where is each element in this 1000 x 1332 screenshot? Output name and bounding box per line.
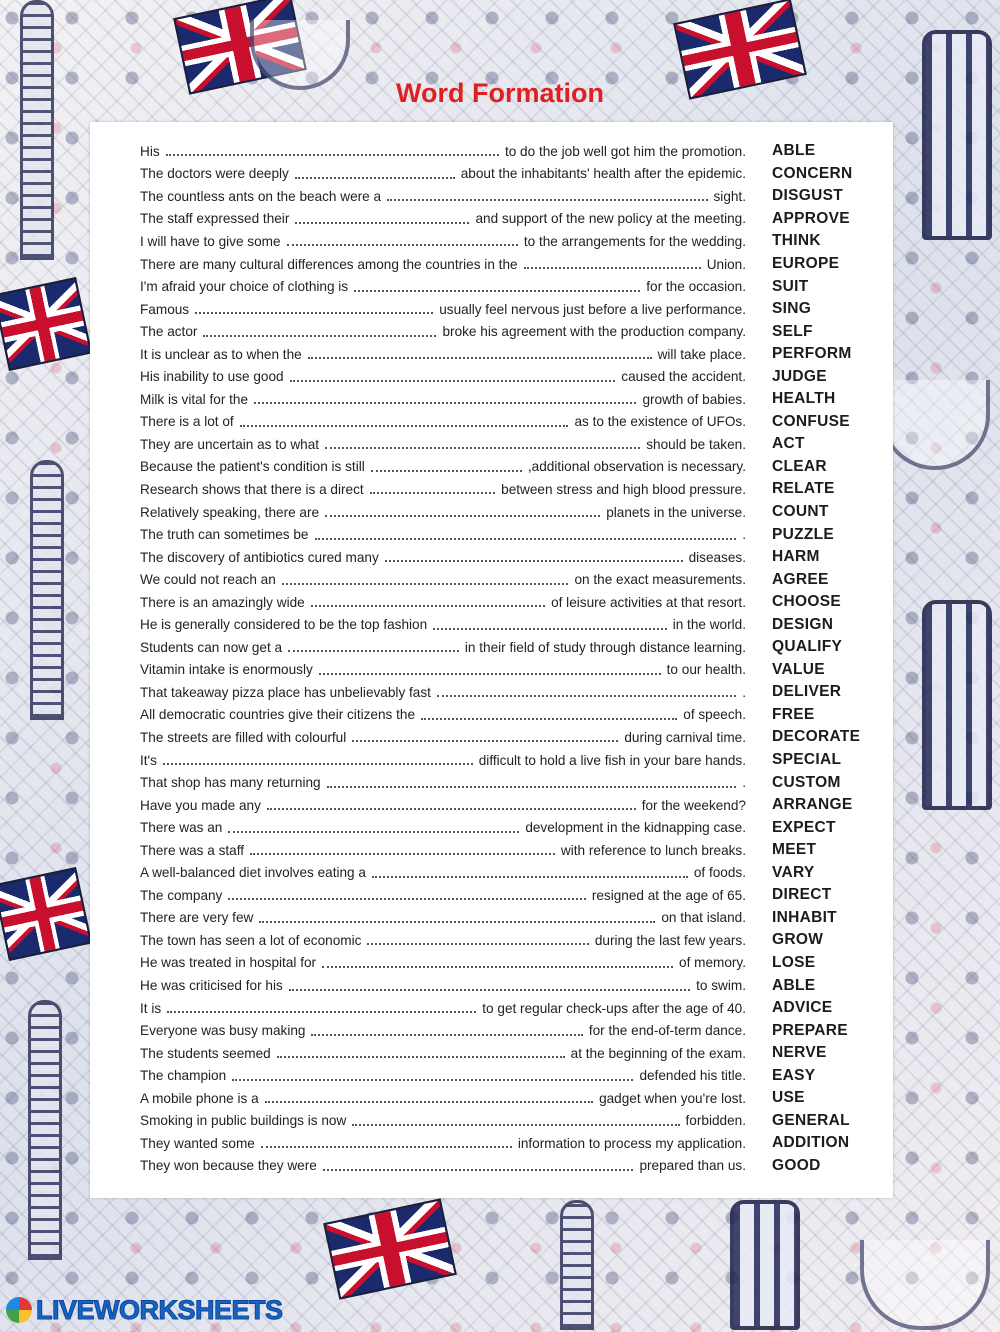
exercise-row bbox=[90, 320, 893, 343]
base-word: PUZZLE bbox=[772, 525, 835, 543]
sentence-end: to the arrangements for the wedding. bbox=[523, 233, 746, 249]
sentence-end: will take place. bbox=[657, 346, 746, 362]
exercise-sentence bbox=[140, 798, 746, 813]
sentence-end: of memory. bbox=[679, 955, 746, 971]
sentence-start: He was treated in hospital for bbox=[140, 955, 317, 971]
sentence-start: There was a staff bbox=[140, 842, 245, 858]
exercise-sentence bbox=[140, 302, 746, 317]
sentence-end: Union. bbox=[706, 256, 746, 272]
base-word: COUNT bbox=[772, 503, 829, 521]
answer-blank[interactable] bbox=[228, 831, 519, 833]
exercise-sentence bbox=[140, 505, 746, 520]
answer-blank[interactable] bbox=[166, 154, 499, 156]
exercise-row bbox=[90, 613, 893, 636]
base-word: AGREE bbox=[772, 570, 829, 588]
base-word: JUDGE bbox=[772, 367, 827, 385]
base-word: RELATE bbox=[772, 480, 835, 498]
sentence-end: growth of babies. bbox=[642, 391, 746, 407]
sentence-start: The truth can sometimes be bbox=[140, 527, 309, 543]
answer-blank[interactable] bbox=[354, 290, 640, 292]
exercise-row bbox=[90, 726, 893, 749]
answer-blank[interactable] bbox=[323, 1169, 634, 1171]
exercise-sentence bbox=[140, 1136, 746, 1151]
sentence-end: in their field of study through distance learning. bbox=[464, 639, 746, 655]
sentence-start: We could not reach an bbox=[140, 572, 276, 588]
answer-blank[interactable] bbox=[289, 989, 690, 991]
sentence-start: There are many cultural differences among the countries in the bbox=[140, 256, 518, 272]
exercise-row bbox=[90, 884, 893, 907]
answer-blank[interactable] bbox=[421, 718, 677, 720]
answer-blank[interactable] bbox=[287, 244, 518, 246]
sentence-start: The countless ants on the beach were a bbox=[140, 188, 382, 204]
exercise-sentence bbox=[140, 1068, 746, 1083]
exercise-sentence bbox=[140, 527, 746, 542]
exercise-sentence bbox=[140, 257, 746, 272]
exercise-row bbox=[90, 636, 893, 659]
answer-blank[interactable] bbox=[327, 786, 737, 788]
sentence-start: They won because they were bbox=[140, 1158, 317, 1174]
sentence-end: for the weekend? bbox=[641, 797, 746, 813]
sentence-end: gadget when you're lost. bbox=[599, 1090, 746, 1106]
exercise-sentence bbox=[140, 550, 746, 565]
answer-blank[interactable] bbox=[195, 312, 433, 314]
base-word: LOSE bbox=[772, 953, 816, 971]
answer-blank[interactable] bbox=[295, 177, 455, 179]
sentence-start: The doctors were deeply bbox=[140, 166, 289, 182]
answer-blank[interactable] bbox=[250, 853, 555, 855]
exercise-sentence bbox=[140, 1001, 746, 1016]
exercise-row bbox=[90, 298, 893, 321]
phone-booth-decoration bbox=[730, 1200, 800, 1330]
sentence-end: of foods. bbox=[693, 865, 746, 881]
exercise-sentence bbox=[140, 234, 746, 249]
base-word: HARM bbox=[772, 548, 820, 566]
exercise-list bbox=[90, 140, 893, 1177]
exercise-row bbox=[90, 952, 893, 975]
sentence-end: defended his title. bbox=[639, 1068, 746, 1084]
logo-text: LIVEWORKSHEETS bbox=[36, 1294, 283, 1325]
exercise-sentence bbox=[140, 865, 746, 880]
sentence-end: about the inhabitants' health after the epidemic. bbox=[460, 166, 746, 182]
answer-blank[interactable] bbox=[352, 1124, 679, 1126]
sentence-start: Have you made any bbox=[140, 797, 261, 813]
answer-blank[interactable] bbox=[311, 1034, 582, 1036]
exercise-sentence bbox=[140, 1158, 746, 1173]
sentence-end: sight. bbox=[713, 188, 746, 204]
exercise-row bbox=[90, 794, 893, 817]
base-word: VARY bbox=[772, 863, 815, 881]
answer-blank[interactable] bbox=[385, 560, 683, 562]
answer-blank[interactable] bbox=[524, 267, 701, 269]
exercise-sentence bbox=[140, 324, 746, 339]
sentence-end: between stress and high blood pressure. bbox=[501, 481, 746, 497]
base-word: HEALTH bbox=[772, 390, 836, 408]
teacup-decoration bbox=[880, 380, 990, 470]
sentence-end: to get regular check-ups after the age of 40. bbox=[482, 1000, 746, 1016]
sentence-start: It is bbox=[140, 1000, 162, 1016]
teacup-decoration bbox=[860, 1240, 990, 1330]
exercise-row bbox=[90, 749, 893, 772]
answer-blank[interactable] bbox=[387, 199, 707, 201]
union-jack-decoration bbox=[323, 1198, 457, 1299]
sentence-end: to swim. bbox=[696, 978, 746, 993]
exercise-sentence bbox=[140, 369, 746, 384]
base-word: DESIGN bbox=[772, 615, 834, 633]
exercise-row bbox=[90, 1042, 893, 1065]
exercise-sentence bbox=[140, 414, 746, 429]
base-word: GROW bbox=[772, 931, 824, 949]
answer-blank[interactable] bbox=[267, 808, 636, 810]
base-word: FREE bbox=[772, 705, 815, 723]
base-word: ADDITION bbox=[772, 1134, 850, 1152]
base-word: THINK bbox=[772, 232, 821, 250]
exercise-row bbox=[90, 275, 893, 298]
sentence-end: of leisure activities at that resort. bbox=[551, 594, 746, 610]
phone-booth-decoration bbox=[922, 600, 992, 810]
big-ben-decoration bbox=[20, 0, 54, 260]
exercise-row bbox=[90, 974, 893, 997]
base-word: CHOOSE bbox=[772, 593, 841, 611]
sentence-end: should be taken. bbox=[646, 436, 746, 452]
exercise-sentence bbox=[140, 640, 746, 655]
sentence-start: Famous bbox=[140, 301, 190, 317]
exercise-row bbox=[90, 253, 893, 276]
base-word: INHABIT bbox=[772, 908, 837, 926]
base-word: ABLE bbox=[772, 142, 816, 160]
answer-blank[interactable] bbox=[288, 650, 459, 652]
exercise-row bbox=[90, 478, 893, 501]
exercise-row bbox=[90, 929, 893, 952]
sentence-start: There was an bbox=[140, 820, 223, 836]
base-word: ARRANGE bbox=[772, 796, 853, 814]
exercise-sentence bbox=[140, 482, 746, 497]
big-ben-decoration bbox=[28, 1000, 62, 1260]
sentence-start: That takeaway pizza place has unbelievably fast bbox=[140, 684, 431, 700]
base-word: PERFORM bbox=[772, 345, 852, 363]
answer-blank[interactable] bbox=[437, 695, 736, 697]
answer-blank[interactable] bbox=[367, 943, 588, 945]
sentence-end: at the beginning of the exam. bbox=[570, 1045, 746, 1061]
exercise-sentence bbox=[140, 955, 746, 970]
answer-blank[interactable] bbox=[203, 335, 436, 337]
exercise-row bbox=[90, 659, 893, 682]
answer-blank[interactable] bbox=[325, 515, 600, 517]
exercise-row bbox=[90, 1064, 893, 1087]
base-word: CUSTOM bbox=[772, 773, 841, 791]
answer-blank[interactable] bbox=[311, 605, 545, 607]
exercise-row bbox=[90, 411, 893, 434]
answer-blank[interactable] bbox=[322, 966, 673, 968]
sentence-end: . bbox=[742, 775, 746, 791]
sentence-start: That shop has many returning bbox=[140, 775, 321, 791]
sentence-end: caused the accident. bbox=[621, 369, 746, 385]
exercise-sentence bbox=[140, 707, 746, 722]
big-ben-decoration bbox=[30, 460, 64, 720]
base-word: NERVE bbox=[772, 1044, 827, 1062]
exercise-row bbox=[90, 230, 893, 253]
base-word: SUIT bbox=[772, 277, 809, 295]
exercise-sentence bbox=[140, 1046, 746, 1061]
exercise-row bbox=[90, 591, 893, 614]
answer-blank[interactable] bbox=[261, 1146, 512, 1148]
exercise-row bbox=[90, 681, 893, 704]
base-word: USE bbox=[772, 1089, 805, 1107]
phone-booth-decoration bbox=[922, 30, 992, 240]
sentence-start: It's bbox=[140, 752, 157, 768]
sentence-start: Relatively speaking, there are bbox=[140, 504, 320, 520]
exercise-sentence bbox=[140, 166, 746, 181]
answer-blank[interactable] bbox=[308, 357, 652, 359]
sentence-end: on the exact measurements. bbox=[574, 572, 746, 588]
exercise-row bbox=[90, 862, 893, 885]
base-word: APPROVE bbox=[772, 209, 850, 227]
sentence-start: The discovery of antibiotics cured many bbox=[140, 549, 379, 565]
exercise-sentence bbox=[140, 1091, 746, 1106]
exercise-sentence bbox=[140, 459, 746, 474]
exercise-sentence bbox=[140, 392, 746, 407]
sentence-end: on that island. bbox=[661, 910, 746, 926]
sentence-start: The staff expressed their bbox=[140, 211, 290, 227]
exercise-row bbox=[90, 140, 893, 163]
sentence-start: I will have to give some bbox=[140, 233, 281, 249]
sentence-end: in the world. bbox=[672, 617, 746, 633]
worksheet bbox=[90, 122, 893, 1198]
answer-blank[interactable] bbox=[352, 740, 618, 742]
sentence-end: resigned at the age of 65. bbox=[591, 887, 746, 903]
exercise-sentence bbox=[140, 910, 746, 925]
exercise-row bbox=[90, 1087, 893, 1110]
big-ben-decoration bbox=[560, 1200, 594, 1330]
answer-blank[interactable] bbox=[325, 447, 640, 449]
sentence-start: They wanted some bbox=[140, 1135, 255, 1151]
base-word: GOOD bbox=[772, 1156, 821, 1174]
exercise-sentence bbox=[140, 189, 746, 204]
answer-blank[interactable] bbox=[371, 470, 522, 472]
sentence-end: as to the existence of UFOs. bbox=[574, 414, 746, 430]
base-word: SING bbox=[772, 300, 812, 318]
liveworksheets-logo bbox=[6, 1295, 283, 1325]
exercise-sentence bbox=[140, 933, 746, 948]
answer-blank[interactable] bbox=[163, 763, 473, 765]
exercise-sentence bbox=[140, 888, 746, 903]
sentence-start: Students can now get a bbox=[140, 639, 283, 655]
answer-blank[interactable] bbox=[372, 876, 688, 878]
exercise-row bbox=[90, 456, 893, 479]
sentence-end: prepared than us. bbox=[639, 1158, 746, 1174]
exercise-row bbox=[90, 704, 893, 727]
exercise-sentence bbox=[140, 279, 746, 294]
answer-blank[interactable] bbox=[433, 628, 667, 630]
exercise-row bbox=[90, 523, 893, 546]
sentence-end: diseases. bbox=[688, 549, 746, 565]
answer-blank[interactable] bbox=[232, 1079, 633, 1081]
base-word: DELIVER bbox=[772, 683, 842, 701]
exercise-sentence bbox=[140, 820, 746, 835]
base-word: DIRECT bbox=[772, 886, 832, 904]
answer-blank[interactable] bbox=[167, 1011, 476, 1013]
answer-blank[interactable] bbox=[370, 492, 496, 494]
sentence-end: for the occasion. bbox=[646, 279, 746, 295]
union-jack-decoration bbox=[0, 277, 92, 371]
exercise-row bbox=[90, 1019, 893, 1042]
sentence-start: Because the patient's condition is still bbox=[140, 459, 365, 475]
sentence-start: They are uncertain as to what bbox=[140, 436, 320, 452]
exercise-row bbox=[90, 1155, 893, 1178]
sentence-start: There is an amazingly wide bbox=[140, 594, 305, 610]
sentence-start: I'm afraid your choice of clothing is bbox=[140, 279, 349, 295]
sentence-start: His inability to use good bbox=[140, 369, 284, 385]
union-jack-decoration bbox=[0, 867, 92, 961]
exercise-sentence bbox=[140, 1113, 746, 1128]
sentence-end: of speech. bbox=[683, 707, 746, 723]
exercise-row bbox=[90, 771, 893, 794]
sentence-start: The streets are filled with colourful bbox=[140, 729, 347, 745]
exercise-sentence bbox=[140, 211, 746, 226]
base-word: VALUE bbox=[772, 660, 825, 678]
sentence-end: broke his agreement with the production company. bbox=[442, 324, 746, 340]
exercise-sentence bbox=[140, 347, 746, 362]
base-word: DISGUST bbox=[772, 187, 843, 205]
base-word: DECORATE bbox=[772, 728, 861, 746]
sentence-end: . bbox=[742, 527, 746, 543]
answer-blank[interactable] bbox=[319, 673, 661, 675]
sentence-end: difficult to hold a live fish in your bare hands. bbox=[478, 752, 746, 768]
sentence-start: All democratic countries give their citizens the bbox=[140, 707, 416, 723]
answer-blank[interactable] bbox=[290, 380, 616, 382]
sentence-start: A mobile phone is a bbox=[140, 1090, 259, 1106]
sentence-start: The champion bbox=[140, 1068, 227, 1084]
sentence-start: Everyone was busy making bbox=[140, 1023, 306, 1039]
sentence-start: The actor bbox=[140, 324, 198, 340]
sentence-start: Milk is vital for the bbox=[140, 391, 249, 407]
exercise-row bbox=[90, 546, 893, 569]
base-word: SPECIAL bbox=[772, 751, 842, 769]
base-word: EXPECT bbox=[772, 818, 836, 836]
liveworksheets-logo-icon bbox=[6, 1297, 32, 1323]
page-title: Word Formation bbox=[396, 78, 604, 108]
answer-blank[interactable] bbox=[254, 402, 636, 404]
exercise-row bbox=[90, 816, 893, 839]
sentence-end: to do the job well got him the promotion. bbox=[504, 143, 746, 159]
sentence-end: with reference to lunch breaks. bbox=[560, 842, 746, 858]
base-word: CLEAR bbox=[772, 457, 827, 475]
exercise-sentence bbox=[140, 730, 746, 745]
sentence-end: ,additional observation is necessary. bbox=[527, 459, 746, 475]
exercise-sentence bbox=[140, 1023, 746, 1038]
sentence-start: The town has seen a lot of economic bbox=[140, 932, 362, 948]
sentence-end: information to process my application. bbox=[517, 1135, 746, 1151]
answer-blank[interactable] bbox=[259, 921, 655, 923]
exercise-sentence bbox=[140, 978, 746, 993]
answer-blank[interactable] bbox=[315, 538, 737, 540]
exercise-sentence bbox=[140, 144, 746, 159]
sentence-start: Smoking in public buildings is now bbox=[140, 1113, 347, 1129]
exercise-row bbox=[90, 1110, 893, 1133]
sentence-start: Vitamin intake is enormously bbox=[140, 662, 313, 678]
sentence-end: usually feel nervous just before a live performance. bbox=[439, 301, 746, 317]
exercise-row bbox=[90, 163, 893, 186]
exercise-sentence bbox=[140, 437, 746, 452]
exercise-sentence bbox=[140, 595, 746, 610]
exercise-row bbox=[90, 568, 893, 591]
answer-blank[interactable] bbox=[228, 898, 585, 900]
sentence-start: He is generally considered to be the top fashion bbox=[140, 617, 428, 633]
sentence-start: Research shows that there is a direct bbox=[140, 481, 364, 497]
sentence-start: His bbox=[140, 143, 160, 159]
base-word: GENERAL bbox=[772, 1111, 850, 1129]
base-word: SELF bbox=[772, 322, 813, 340]
exercise-sentence bbox=[140, 685, 746, 700]
sentence-end: and support of the new policy at the meeting. bbox=[475, 211, 746, 227]
answer-blank[interactable] bbox=[277, 1056, 565, 1058]
answer-blank[interactable] bbox=[282, 583, 569, 585]
exercise-sentence bbox=[140, 753, 746, 768]
exercise-row bbox=[90, 997, 893, 1020]
base-word: ACT bbox=[772, 435, 805, 453]
base-word: PREPARE bbox=[772, 1021, 848, 1039]
exercise-sentence bbox=[140, 662, 746, 677]
exercise-row bbox=[90, 501, 893, 524]
sentence-start: It is unclear as to when the bbox=[140, 346, 302, 362]
answer-blank[interactable] bbox=[295, 222, 469, 224]
base-word: ADVICE bbox=[772, 999, 833, 1017]
exercise-row bbox=[90, 208, 893, 231]
base-word: MEET bbox=[772, 841, 817, 859]
base-word: EASY bbox=[772, 1066, 816, 1084]
answer-blank[interactable] bbox=[240, 425, 569, 427]
exercise-row bbox=[90, 185, 893, 208]
exercise-sentence bbox=[140, 617, 746, 632]
sentence-end: to our health. bbox=[666, 662, 746, 678]
base-word: CONCERN bbox=[772, 164, 853, 182]
exercise-sentence bbox=[140, 775, 746, 790]
exercise-row bbox=[90, 365, 893, 388]
exercise-row bbox=[90, 433, 893, 456]
sentence-start: There are very few bbox=[140, 910, 254, 926]
exercise-sentence bbox=[140, 843, 746, 858]
exercise-sentence bbox=[140, 572, 746, 587]
base-word: CONFUSE bbox=[772, 412, 850, 430]
sentence-start: A well-balanced diet involves eating a bbox=[140, 865, 366, 881]
sentence-end: planets in the universe. bbox=[606, 504, 746, 520]
sentence-end: development in the kidnapping case. bbox=[525, 820, 746, 836]
sentence-start: He was criticised for his bbox=[140, 978, 283, 993]
exercise-row bbox=[90, 343, 893, 366]
exercise-row bbox=[90, 1132, 893, 1155]
sentence-start: The company bbox=[140, 887, 223, 903]
sentence-end: during carnival time. bbox=[624, 729, 746, 745]
exercise-row bbox=[90, 907, 893, 930]
exercise-row bbox=[90, 839, 893, 862]
sentence-end: forbidden. bbox=[685, 1113, 746, 1129]
base-word: ABLE bbox=[772, 976, 816, 994]
sentence-end: during the last few years. bbox=[594, 932, 746, 948]
answer-blank[interactable] bbox=[265, 1101, 593, 1103]
sentence-start: There is a lot of bbox=[140, 414, 234, 430]
sentence-end: . bbox=[742, 684, 746, 700]
exercise-row bbox=[90, 388, 893, 411]
sentence-start: The students seemed bbox=[140, 1045, 271, 1061]
base-word: EUROPE bbox=[772, 255, 840, 272]
sentence-end: for the end-of-term dance. bbox=[588, 1023, 746, 1039]
base-word: QUALIFY bbox=[772, 638, 843, 656]
